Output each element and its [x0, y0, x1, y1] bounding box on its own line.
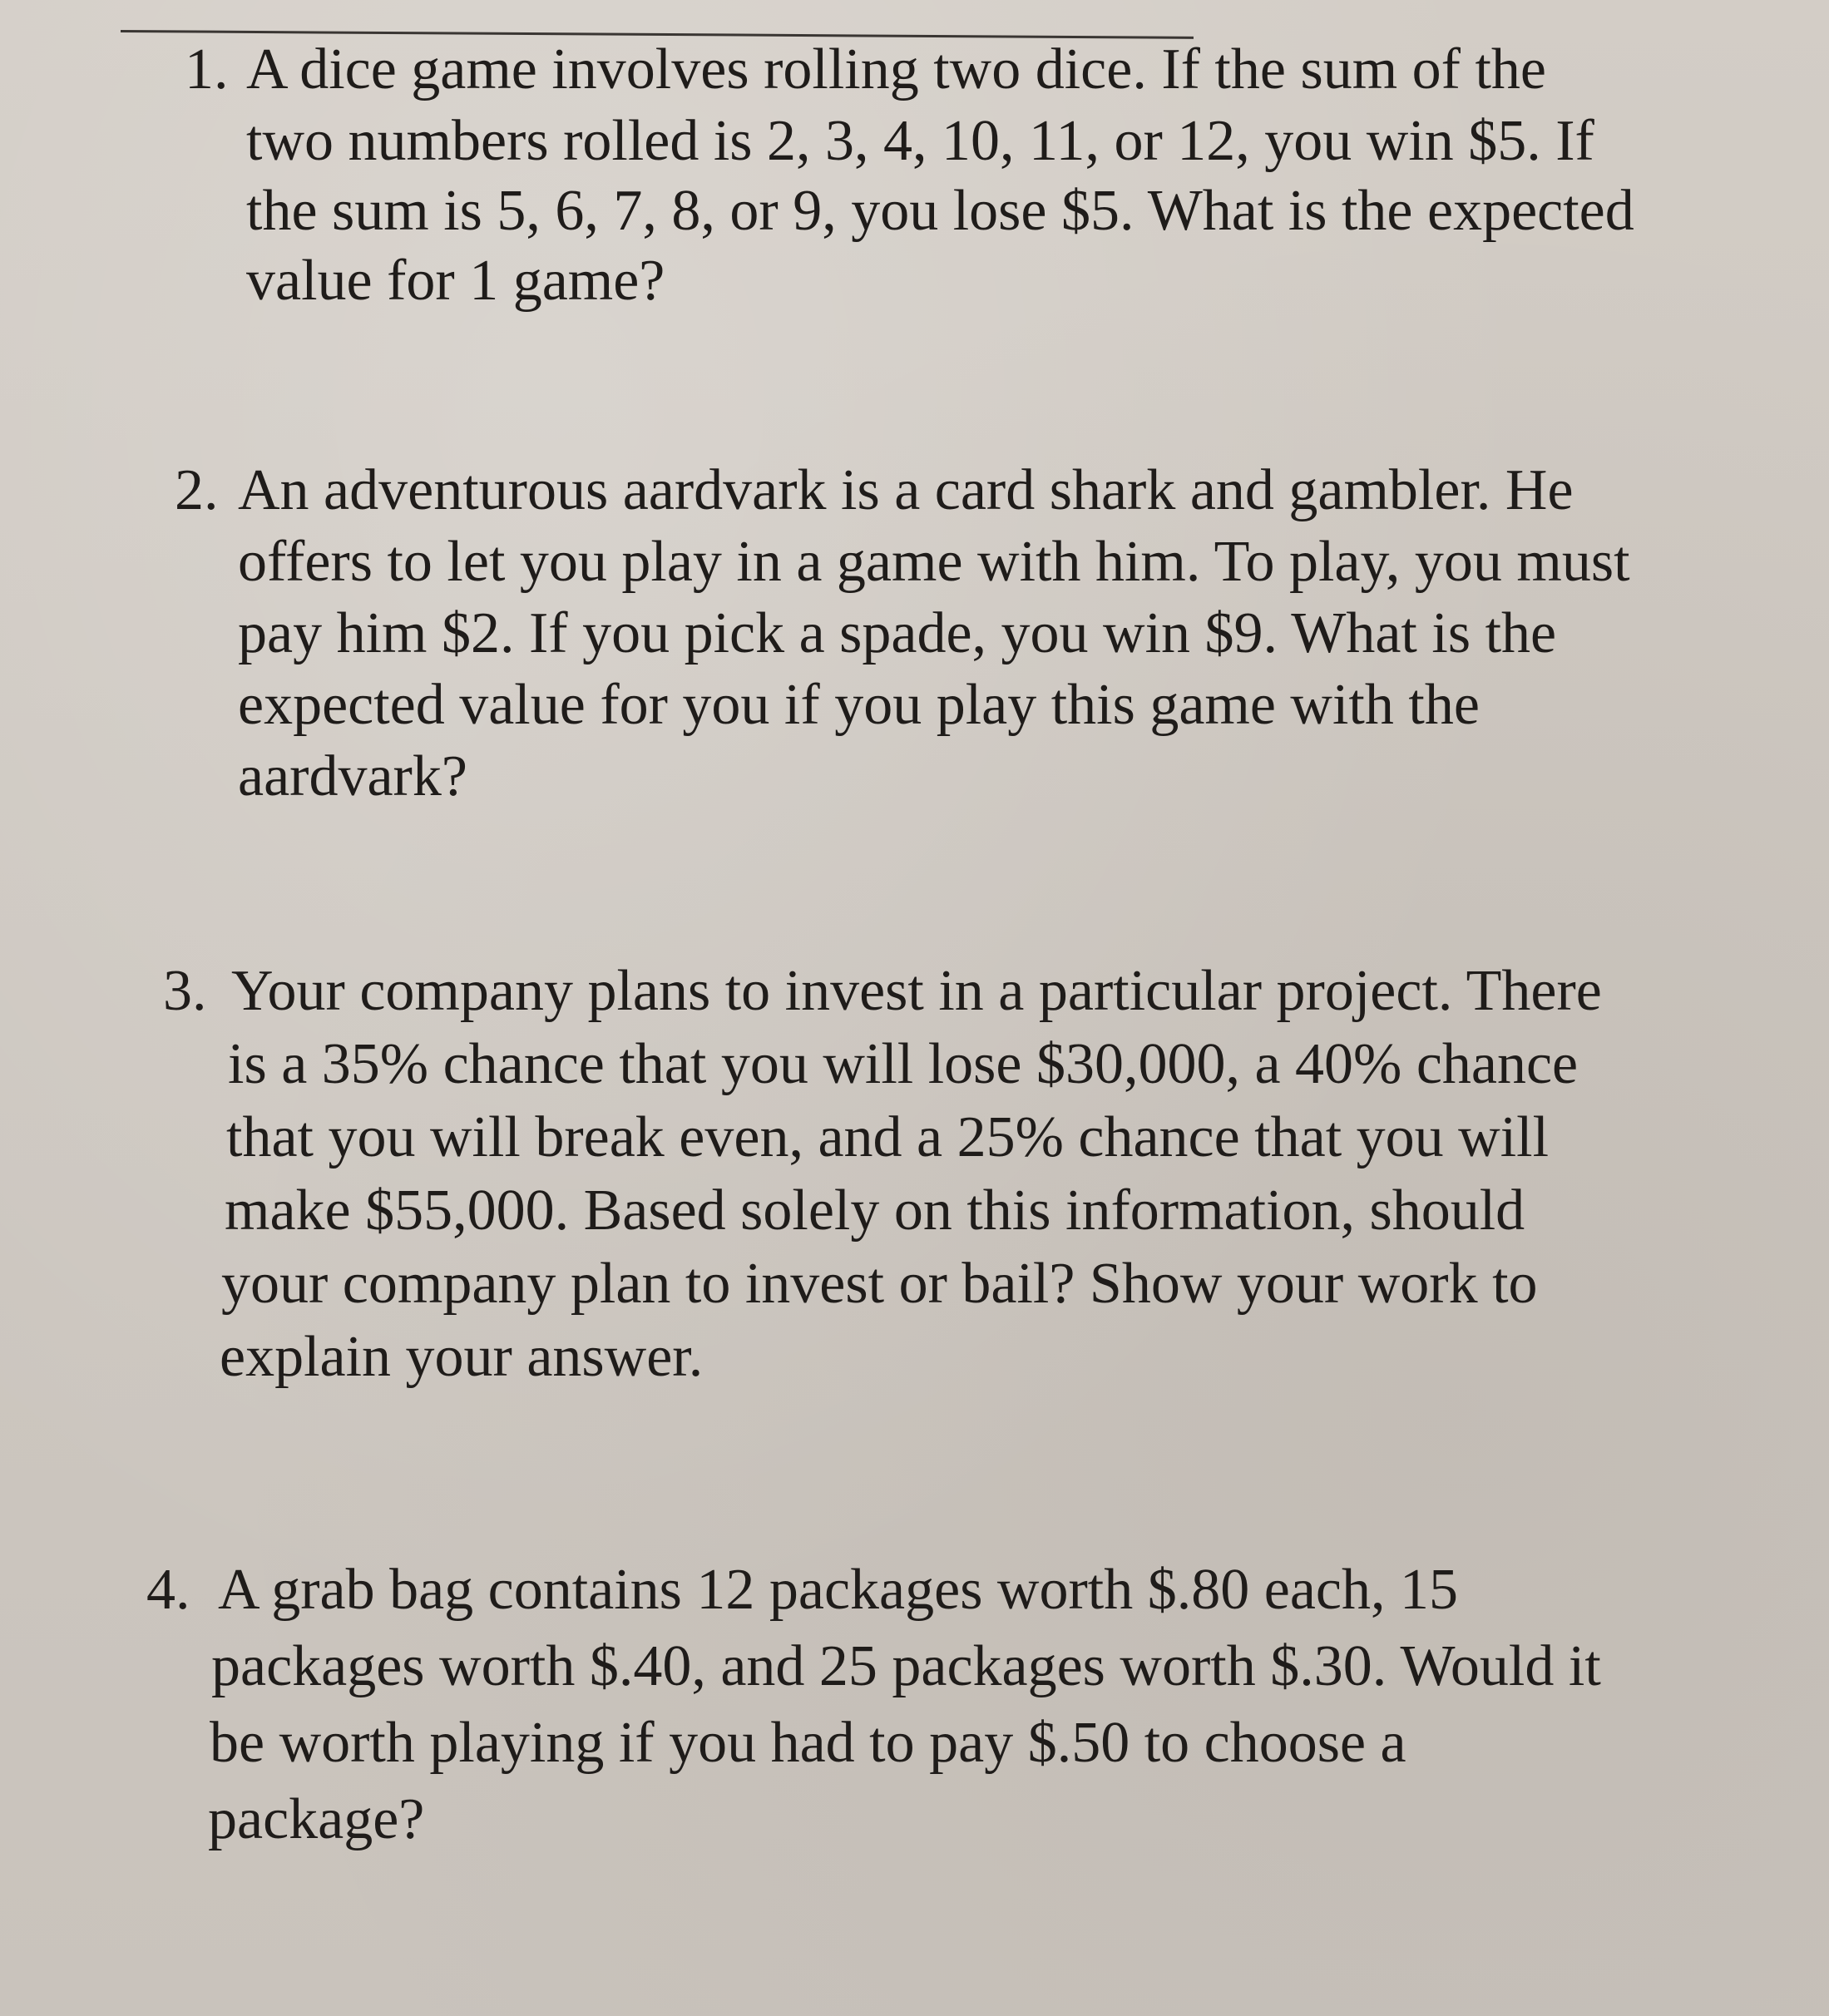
question-line: that you will break even, and a 25% chance that you will	[226, 1105, 1550, 1169]
question-line: is a 35% chance that you will lose $30,000, a 40% chance	[228, 1032, 1579, 1096]
question-line: expected value for you if you play this game with the	[238, 673, 1480, 737]
question-line: be worth playing if you had to pay $.50 to choose a	[210, 1711, 1406, 1775]
question-line: packages worth $.40, and 25 packages worth $.30. Would it	[211, 1634, 1601, 1698]
question-number: 2.	[175, 458, 219, 522]
question-line: A dice game involves rolling two dice. If the sum of the	[246, 37, 1546, 101]
question-line: the sum is 5, 6, 7, 8, or 9, you lose $5. What is the expected	[246, 179, 1634, 243]
question-line: An adventurous aardvark is a card shark and gambler. He	[238, 458, 1574, 522]
question-line: make $55,000. Based solely on this information, should	[225, 1178, 1525, 1243]
question-number: 4.	[146, 1558, 190, 1622]
question-number: 3.	[163, 959, 207, 1023]
question-line: pay him $2. If you pick a spade, you win $9. What is the	[238, 601, 1557, 665]
question-line: two numbers rolled is 2, 3, 4, 10, 11, or 12, you win $5. If	[246, 109, 1594, 173]
question-line: aardvark?	[238, 744, 467, 808]
question-line: package?	[208, 1787, 425, 1851]
question-line: offers to let you play in a game with him. To play, you must	[238, 530, 1630, 594]
question-line: value for 1 game?	[246, 249, 665, 313]
question-line: explain your answer.	[220, 1325, 704, 1389]
question-line: A grab bag contains 12 packages worth $.80 each, 15	[218, 1558, 1458, 1622]
question-line: Your company plans to invest in a particular project. There	[231, 959, 1602, 1023]
question-line: your company plan to invest or bail? Show your work to	[221, 1252, 1538, 1316]
question-number: 1.	[185, 37, 229, 101]
